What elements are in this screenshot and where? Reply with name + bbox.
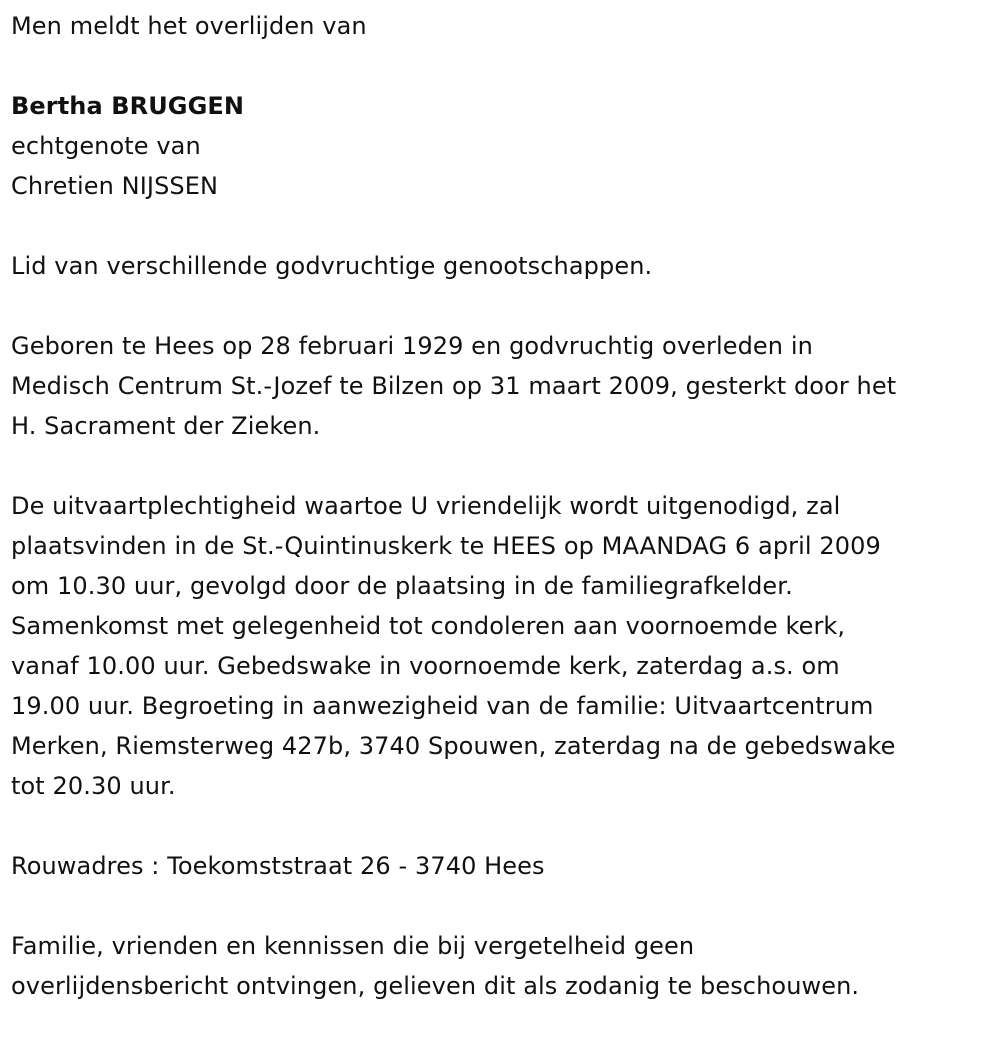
paragraph-line: De uitvaartplechtigheid waartoe U vriendelijk wordt uitgenodigd, zal [11, 492, 841, 520]
mourning-address: Rouwadres : Toekomststraat 26 - 3740 Hees [11, 852, 545, 880]
spouse-name: Chretien NIJSSEN [11, 172, 219, 200]
closing-paragraph [11, 926, 1000, 1006]
deceased-name: Bertha BRUGGEN [11, 92, 245, 120]
paragraph-line: Merken, Riemsterweg 427b, 3740 Spouwen, zaterdag na de gebedswake [11, 732, 896, 760]
paragraph-line: H. Sacrament der Zieken. [11, 412, 321, 440]
spacer [11, 886, 1000, 926]
paragraph-line: 19.00 uur. Begroeting in aanwezigheid van de familie: Uitvaartcentrum [11, 692, 874, 720]
paragraph-line: om 10.30 uur, gevolgd door de plaatsing in de familiegrafkelder. [11, 572, 793, 600]
paragraph-line: tot 20.30 uur. [11, 772, 176, 800]
paragraph-line: Medisch Centrum St.-Jozef te Bilzen op 31 maart 2009, gesterkt door het [11, 372, 897, 400]
spacer [11, 206, 1000, 246]
paragraph-line: overlijdensbericht ontvingen, gelieven dit als zodanig te beschouwen. [11, 972, 860, 1000]
paragraph-line: Geboren te Hees op 28 februari 1929 en godvruchtig overleden in [11, 332, 813, 360]
paragraph-line: Familie, vrienden en kennissen die bij vergetelheid geen [11, 932, 695, 960]
spacer [11, 286, 1000, 326]
membership-text: Lid van verschillende godvruchtige genootschappen. [11, 252, 653, 280]
spacer [11, 806, 1000, 846]
paragraph-line: plaatsvinden in de St.-Quintinuskerk te HEES op MAANDAG 6 april 2009 [11, 532, 881, 560]
spacer [11, 46, 1000, 86]
funeral-paragraph [11, 486, 1000, 806]
paragraph-line: vanaf 10.00 uur. Gebedswake in voornoemde kerk, zaterdag a.s. om [11, 652, 840, 680]
spacer [11, 446, 1000, 486]
relation-text: echtgenote van [11, 132, 201, 160]
birth-death-paragraph [11, 326, 1000, 446]
intro-text: Men meldt het overlijden van [11, 12, 367, 40]
paragraph-line: Samenkomst met gelegenheid tot condoleren aan voornoemde kerk, [11, 612, 846, 640]
